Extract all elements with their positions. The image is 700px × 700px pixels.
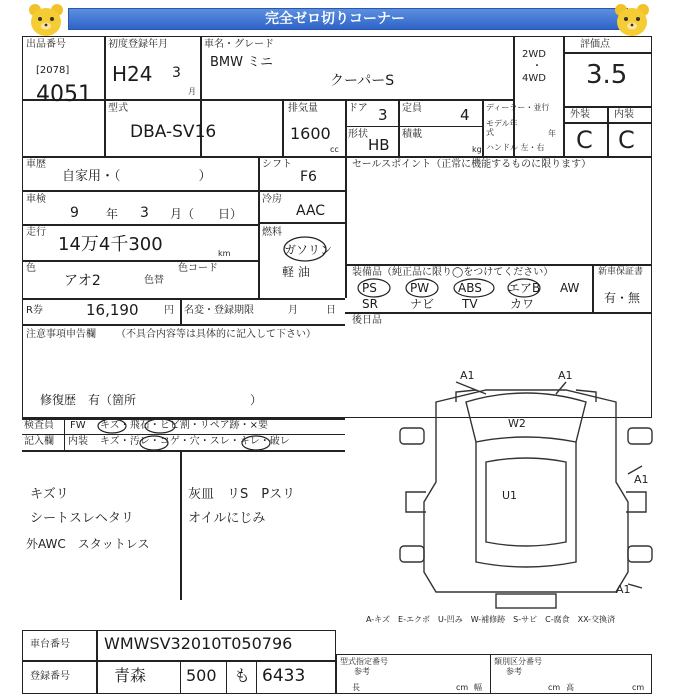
equipment-aw: AW (560, 281, 580, 295)
equipment-tv: TV (462, 297, 478, 311)
damage-legend: A-キズ E-エクボ U-凹み W-補修跡 S-サビ C-腐食 XX-交換済 (366, 615, 616, 624)
registration-month: 3 (172, 65, 181, 81)
handwritten-note-3: 外AWC スタットレス (26, 537, 150, 551)
damage-mark-2: A1 (558, 369, 573, 382)
category-ref-label: 類別区分番号 (494, 657, 542, 666)
equipment-navi: ナビ (410, 297, 435, 311)
equipment-label: 装備品（純正品に限り◯をつけてください） (352, 267, 554, 278)
handwritten-note-1: キズリ (30, 487, 69, 502)
handle-label: ハンドル 左・右 (486, 143, 545, 152)
color-change-label: 色替 (144, 275, 164, 286)
damage-mark-3: W2 (508, 417, 526, 430)
inspector-interior-items: キズ・汚レ・コゲ・穴・スレ・キレ・破レ (100, 436, 290, 447)
usage-label: 車歴 (26, 159, 46, 170)
plate-class: 500 (186, 666, 217, 685)
inspector-entry-label: 記入欄 (24, 436, 54, 447)
height-label: 高 (566, 683, 574, 692)
recycle-unit: 円 (164, 305, 174, 316)
rating-score: 3.5 (586, 60, 628, 90)
equipment-pw: PW (410, 281, 430, 295)
displacement-label: 排気量 (288, 103, 318, 114)
doors-label: ドア (348, 103, 368, 114)
handwritten-note-5: オイルにじみ (188, 511, 266, 526)
ac-value: AAC (296, 203, 326, 219)
width-label: 幅 (474, 683, 482, 692)
sales-point-label: セールスポイント（正常に機能するものに限ります） (352, 159, 592, 170)
load-unit: kg (472, 145, 482, 154)
category-ref-note: 参考 (506, 667, 522, 676)
chassis-label: 車台番号 (30, 639, 70, 650)
damage-mark-6: A1 (616, 583, 631, 596)
capacity-label: 定員 (402, 103, 422, 114)
recycle-label: R券 (26, 305, 43, 316)
inspector-label: 検査員 (24, 420, 54, 431)
handwritten-note-2: シートスレヘタリ (30, 511, 134, 526)
plate-region: 青森 (114, 666, 147, 685)
name-change-label: 名変・登録期限 (184, 305, 254, 316)
fuel-gasoline-circle (280, 234, 333, 264)
equipment-airbag: エアB (508, 281, 541, 295)
damage-mark-4: U1 (502, 489, 518, 502)
header-title: 完全ゼロ切りコーナー (265, 11, 405, 27)
inspection-month: 3 (140, 205, 149, 221)
car-make: BMW ミニ (210, 55, 274, 70)
load-label: 積載 (402, 129, 422, 140)
inspector-interior-label: 内装 (68, 436, 88, 447)
ac-label: 冷房 (262, 194, 282, 205)
name-change-day: 日 (326, 305, 336, 316)
inspector-circles (96, 416, 346, 452)
registration-year: H24 (112, 62, 153, 86)
sheet-frame (22, 36, 652, 418)
capacity-value: 4 (460, 106, 470, 124)
color-value: アオ2 (64, 273, 101, 289)
mileage-value: 14万4千300 (58, 234, 163, 255)
inspection-month-unit: 月（ 日） (170, 207, 243, 221)
model-year-label: モデル年式 (486, 119, 518, 137)
height-unit: cm (632, 683, 645, 692)
dealer-label: ディーラー・並行 (486, 103, 550, 112)
bear-mascot-icon (26, 2, 66, 38)
name-change-month: 月 (288, 305, 298, 316)
equipment-ps: PS (362, 281, 377, 295)
warranty-label: 新車保証書 (598, 267, 644, 277)
body-type-value: HB (368, 136, 390, 154)
notes-sub: （不具合内容等は具体的に記入して下さい） (116, 329, 316, 340)
drive-sep: ・ (532, 61, 542, 72)
registration-label: 初度登録年月 (108, 39, 168, 50)
equipment-abs: ABS (458, 281, 482, 295)
color-code-label: 色コード (178, 263, 218, 274)
model-ref-label: 型式指定番号 (340, 657, 388, 666)
plate-label: 登録番号 (30, 671, 70, 682)
registration-month-unit: 月 (188, 87, 196, 96)
inspection-year-unit: 年 (106, 207, 119, 221)
displacement-value: 1600 (290, 124, 331, 143)
length-label: 長 (352, 683, 360, 692)
bear-mascot-icon (612, 2, 652, 38)
seat-label: 後日品 (352, 315, 382, 326)
fuel-label: 燃料 (262, 227, 282, 238)
drive-4wd: 4WD (522, 73, 546, 84)
rating-exterior-label: 外装 (570, 109, 590, 120)
mileage-label: 走行 (26, 227, 46, 238)
displacement-unit: cc (330, 145, 339, 154)
listing-number-label: 出品番号 (26, 39, 66, 50)
listing-sub-number: [2078] (36, 65, 70, 76)
model-ref-note: 参考 (354, 667, 370, 676)
rating-label: 評価点 (580, 39, 610, 50)
color-label: 色 (26, 263, 36, 274)
recycle-value: 16,190 (86, 301, 139, 319)
rating-interior-value: C (618, 126, 635, 154)
model-label: 型式 (108, 103, 128, 114)
equipment-circles (352, 274, 592, 298)
model-year-unit: 年 (548, 129, 556, 138)
inspector-fw-label: FW (70, 420, 86, 431)
drive-2wd: 2WD (522, 49, 546, 60)
damage-mark-5: A1 (634, 473, 649, 486)
rating-exterior-value: C (576, 126, 593, 154)
repair-history: 修復歴 有（箇所 (40, 393, 137, 407)
width-unit: cm (548, 683, 561, 692)
body-type-label: 形状 (348, 129, 368, 140)
chassis-number: WMWSV32010T050796 (104, 634, 293, 653)
equipment-leather: カワ (510, 297, 535, 311)
shift-label: シフト (262, 159, 292, 170)
damage-mark-1: A1 (460, 369, 475, 382)
inspection-label: 車検 (26, 194, 46, 205)
car-name-label: 車名・グレード (204, 39, 274, 50)
plate-number: 6433 (262, 666, 306, 686)
inspection-year: 9 (70, 205, 79, 221)
fuel-gasoline: ガソリン (284, 243, 333, 257)
listing-number: 4051 (36, 82, 92, 107)
equipment-sr: SR (362, 297, 378, 311)
usage-value: 自家用・（ ） (62, 169, 212, 184)
inspector-fw-items: キズ・飛石・ヒビ割・リペア跡・×要 (100, 420, 268, 431)
warranty-value: 有・無 (604, 291, 641, 305)
mileage-unit: km (218, 249, 231, 258)
doors-value: 3 (378, 106, 388, 124)
shift-value: F6 (300, 169, 317, 185)
plate-kana: も (234, 666, 251, 685)
length-unit: cm (456, 683, 469, 692)
rating-interior-label: 内装 (614, 109, 634, 120)
notes-label: 注意事項申告欄 (26, 329, 96, 340)
model-value: DBA-SV16 (130, 122, 217, 142)
car-grade: クーパーS (330, 73, 395, 89)
fuel-diesel: 軽 油 (282, 265, 310, 279)
handwritten-note-4: 灰皿 リS Pスリ (188, 487, 296, 502)
